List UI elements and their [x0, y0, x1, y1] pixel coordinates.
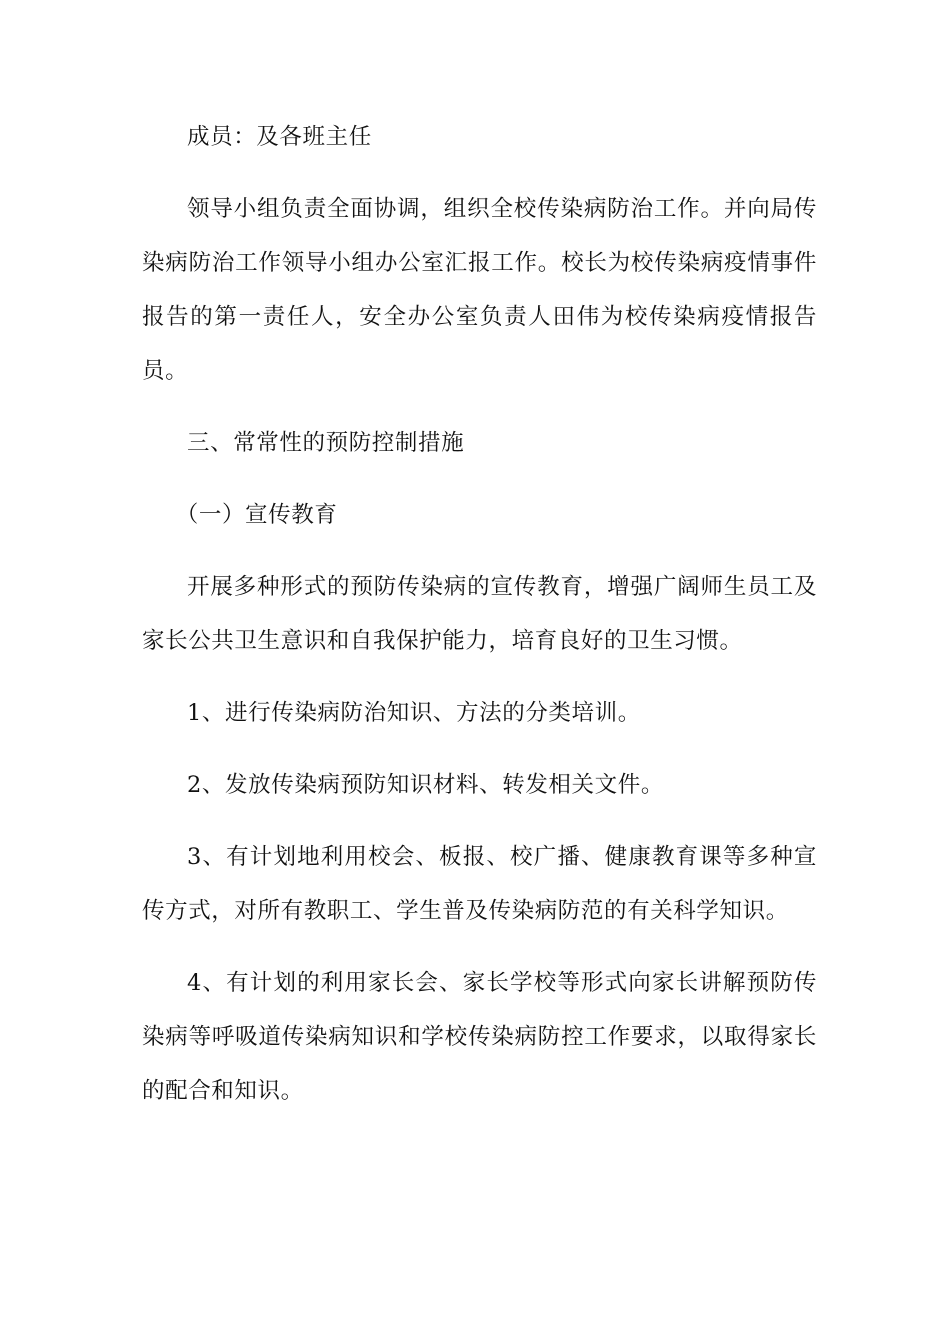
members-line: 成员：及各班主任: [187, 124, 372, 150]
subsection-heading: （一）宣传教育: [175, 502, 338, 528]
list-item-1: 1、进行传染病防治知识、方法的分类培训。: [187, 700, 641, 726]
list-item-2: 2、发放传染病预防知识材料、转发相关文件。: [187, 772, 664, 798]
document-body: [142, 110, 817, 1118]
leadership-paragraph: 领导小组负责全面协调，组织全校传染病防治工作。并向局传染病防治工作领导小组办公室汇报工作。校长为校传染病疫情事件报告的第一责任人，安全办公室负责人田伟为校传染病疫情报告员。: [142, 196, 817, 384]
section-heading: 三、常常性的预防控制措施: [187, 430, 465, 456]
list-item-4: 4、有计划的利用家长会、家长学校等形式向家长讲解预防传染病等呼吸道传染病知识和学校传染病防控工作要求，以取得家长的配合和知识。: [142, 970, 817, 1104]
education-paragraph: 开展多种形式的预防传染病的宣传教育，增强广阔师生员工及家长公共卫生意识和自我保护能力，培育良好的卫生习惯。: [142, 574, 817, 654]
list-item-3: 3、有计划地利用校会、板报、校广播、健康教育课等多种宣传方式，对所有教职工、学生普及传染病防范的有关科学知识。: [142, 844, 817, 924]
